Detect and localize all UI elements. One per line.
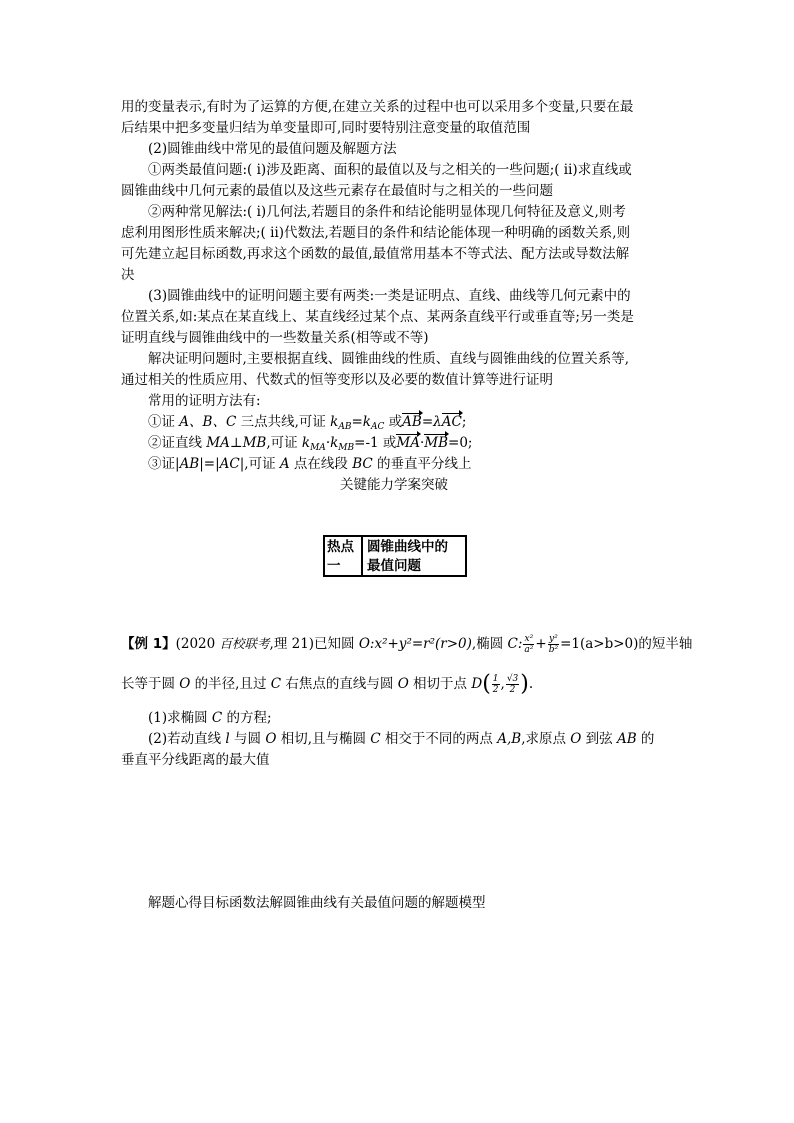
method-text: ②证直线: [148, 435, 207, 451]
hotspot-title-line: 最值问题: [367, 558, 421, 574]
paragraph-line: 用的变量表示,有时为了运算的方便,在建立关系的过程中也可以采用多个变量,只要在最: [121, 99, 634, 115]
method-text: 三点共线,可证: [236, 414, 331, 430]
solution-insight: 解题心得目标函数法解圆锥曲线有关最值问题的解题模型: [148, 895, 486, 911]
fraction-numerator: √3: [506, 674, 519, 684]
vector: MA: [396, 435, 420, 451]
fraction-denominator: b²: [548, 645, 559, 655]
method-text: |=|: [199, 456, 220, 472]
question-text: (2)若动直线: [148, 731, 226, 747]
point-name: O: [570, 731, 582, 747]
fraction-numerator: y²: [549, 634, 558, 644]
section-title: 关键能力学案突破: [340, 477, 448, 493]
example-text: ,: [500, 676, 505, 692]
method-text: ·: [419, 435, 425, 451]
question-text: 与圆: [229, 731, 266, 747]
slope-subscript: AC: [370, 422, 385, 432]
point: A: [279, 456, 290, 472]
ellipse-name: C: [370, 731, 381, 747]
slope-subscript: MB: [338, 443, 355, 453]
paragraph-line: ①两类最值问题:( ⅰ)涉及距离、面积的最值以及与之相关的一些问题;( ⅱ)求直线或: [148, 162, 632, 178]
method-lines: MA⊥MB: [206, 435, 267, 451]
example-text: ,椭圆: [471, 636, 508, 652]
slope-subscript: AB: [338, 422, 352, 432]
fraction: [548, 634, 559, 655]
fraction: [523, 634, 534, 655]
question-2-continued: 垂直平分线距离的最大值: [121, 752, 270, 768]
slope-symbol: k: [330, 414, 339, 430]
method-text: =: [351, 414, 363, 430]
question-text: 到弦: [581, 731, 617, 747]
hotspot-label: 热点: [327, 539, 354, 555]
method-text: ③证|: [148, 456, 180, 472]
example-text: .: [528, 676, 534, 692]
question-text: (1)求椭圆: [148, 710, 212, 726]
paragraph-line: 常用的证明方法有:: [148, 393, 261, 409]
points-name: A,B: [497, 731, 522, 747]
point-name: D: [471, 676, 483, 692]
paragraph-line: (3)圆锥曲线中的证明问题主要有两类:一类是证明点、直线、曲线等几何元素中的: [148, 288, 631, 304]
proof-method-3: [148, 454, 472, 474]
paragraph-line: ②两种常见解法:( ⅰ)几何法,若题目的条件和结论能明显体现几何特征及意义,则考: [148, 204, 626, 220]
question-1: [148, 708, 272, 728]
ellipse-name: C: [211, 710, 223, 726]
method-text: =0;: [448, 435, 473, 451]
segment: BC: [352, 456, 373, 472]
method-text: ·: [325, 435, 331, 451]
method-text: =-1 或: [354, 435, 397, 451]
paragraph-line: 位置关系,如:某点在某直线上、某直线经过某个点、某两条直线平行或垂直等;另一类是: [121, 309, 634, 325]
slope-symbol: k: [362, 414, 371, 430]
circle-name: O: [397, 676, 409, 692]
segment: AC: [219, 456, 240, 472]
example-source: 百校联考: [219, 636, 270, 651]
method-text: ;: [461, 414, 467, 430]
method-text: =λ: [421, 414, 442, 430]
example-text: ,理 21)已知圆: [269, 636, 359, 652]
question-2: [148, 729, 654, 749]
hotspot-table: [323, 535, 467, 577]
chord-name: AB: [616, 731, 637, 747]
method-text: ,可证: [266, 435, 302, 451]
example-text: 右焦点的直线与圆: [281, 676, 398, 692]
slope-subscript: MA: [310, 443, 326, 453]
fraction-numerator: x²: [524, 634, 534, 644]
paragraph-line: 后结果中把多变量归结为单变量即可,同时要特别注意变量的取值范围: [121, 120, 531, 136]
method-text: |,可证: [239, 456, 280, 472]
vector: AC: [441, 414, 462, 430]
hotspot-title-cell: [363, 537, 465, 575]
fraction: [506, 674, 519, 695]
question-text: ,求原点: [521, 731, 571, 747]
circle-name: O: [179, 676, 191, 692]
line-name: l: [225, 731, 230, 747]
proof-method-2: ②证直线 MA⊥MB,可证 $k_{MA}\cdot k_{MB}=-1$ 或MA·MB=0;: [148, 435, 473, 453]
question-text: 相交于不同的两点: [380, 731, 498, 747]
vector: MB: [424, 435, 449, 451]
hotspot-number-cell: [325, 537, 363, 575]
paragraph-line: 决: [121, 267, 135, 283]
method-points: A、B、C: [179, 414, 237, 430]
fraction-denominator: 2: [509, 685, 516, 695]
example-text: +: [535, 636, 547, 652]
method-text: ①证: [148, 414, 180, 430]
paragraph-line: 通过相关的性质应用、代数式的恒等变形以及必要的数值计算等进行证明: [121, 372, 553, 388]
paragraph-heading: (2)圆锥曲线中常见的最值问题及解题方法: [148, 141, 397, 157]
circle-name: O: [265, 731, 277, 747]
method-text: 的垂直平分线上: [372, 456, 472, 472]
segment: AB: [179, 456, 200, 472]
ellipse-name: C:: [507, 636, 523, 652]
hotspot-title-line: 圆锥曲线中的: [367, 539, 448, 555]
example-statement-line-1: [121, 630, 692, 658]
paragraph-line: 可先建立起目标函数,再求这个函数的最值,最值常用基本不等式法、配方法或导数法解: [121, 246, 630, 262]
example-text: 长等于圆: [121, 676, 180, 692]
question-text: 的: [636, 731, 655, 747]
example-text: =1(a>b>0)的短半轴: [560, 636, 693, 652]
slope-symbol: k: [301, 435, 311, 451]
fraction-denominator: a²: [524, 645, 534, 655]
paragraph-line: 虑利用图形性质来解决;( ⅱ)代数法,若题目的条件和结论能体现一种明确的函数关系,则: [121, 225, 631, 241]
example-text: 的半径,且过: [190, 676, 271, 692]
example-statement-line-2: 长等于圆 O 的半径,且过 C 右焦点的直线与圆 O 相切于点 D( $\frac{1}{2}$ , $\frac{√3}{2}$ ).: [121, 671, 534, 697]
method-text: 或: [384, 414, 403, 430]
paragraph-line: 解决证明问题时,主要根据直线、圆锥曲线的性质、直线与圆锥曲线的位置关系等,: [148, 351, 630, 367]
fraction-denominator: 2: [492, 685, 499, 695]
example-label: 【例 1】: [121, 636, 176, 652]
circle-equation: O:x²+y²=r²(r>0): [358, 636, 472, 652]
vector: AB: [402, 414, 422, 430]
fraction-numerator: 1: [492, 674, 499, 684]
question-text: 的方程;: [222, 710, 272, 726]
method-text: 点在线段: [289, 456, 353, 472]
paragraph-line: 证明直线与圆锥曲线中的一些数量关系(相等或不等): [121, 330, 429, 346]
hotspot-index: 一: [327, 558, 341, 574]
ellipse-name: C: [270, 676, 282, 692]
example-text: 相切于点: [408, 676, 472, 692]
paragraph-line: 圆锥曲线中几何元素的最值以及这些元素存在最值时与之相关的一些问题: [121, 183, 553, 199]
fraction: [492, 674, 500, 695]
question-text: 相切,且与椭圆: [276, 731, 371, 747]
example-text: (2020: [175, 636, 220, 652]
